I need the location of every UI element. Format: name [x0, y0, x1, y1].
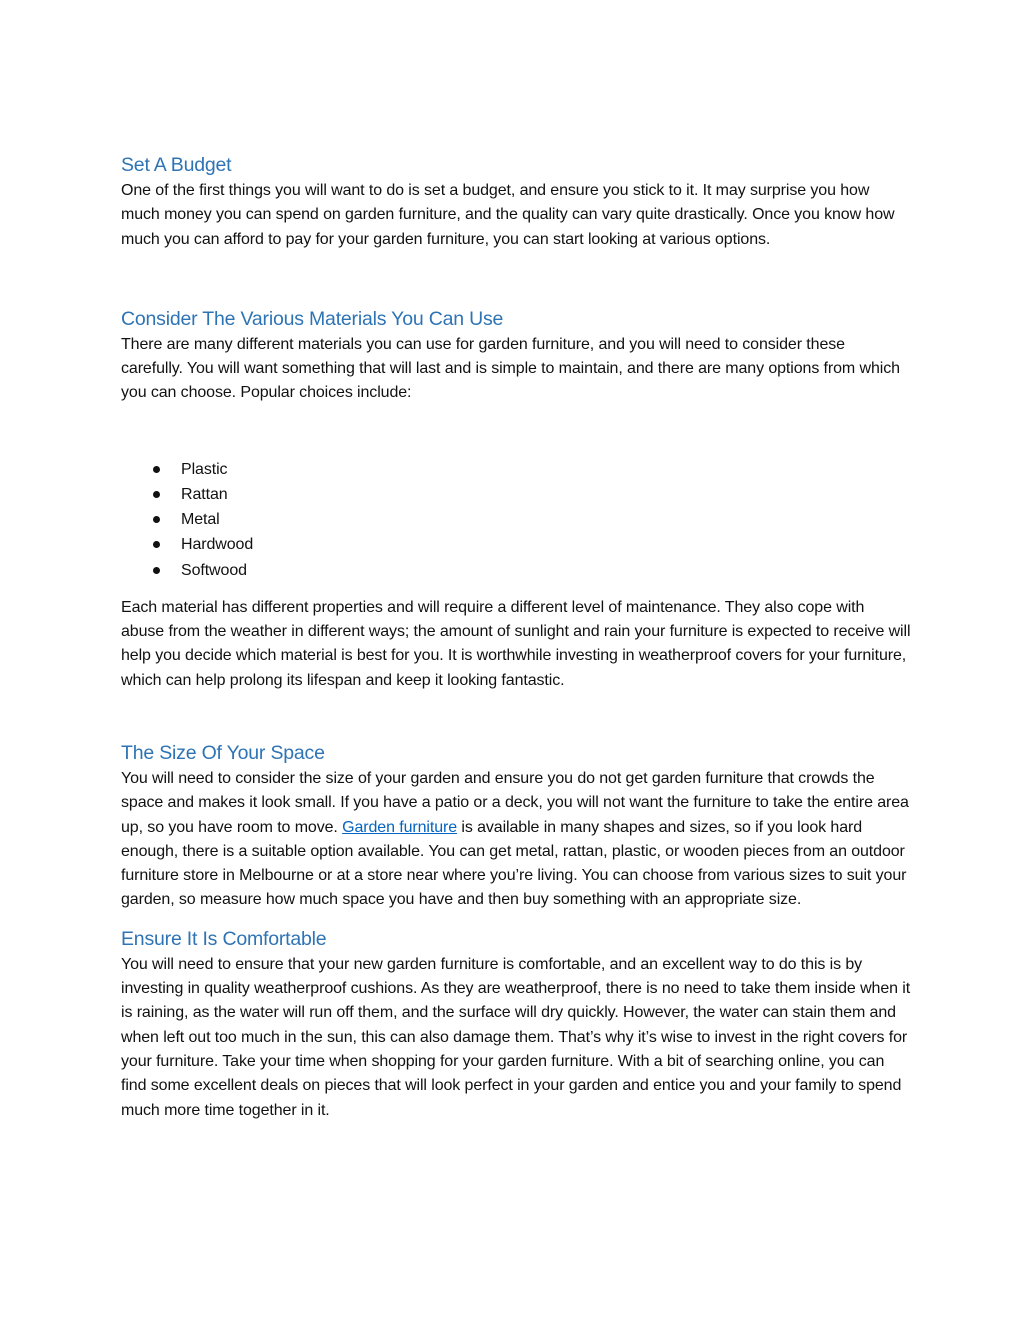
- section-body-space: [121, 767, 911, 913]
- bullet-icon: [153, 491, 160, 498]
- body-text: You will need to consider the size of your garden and ensure you do not get garden furniture that crowds the space and makes it look small. If you have a patio or a deck, you will not want the furniture to take the entire area up, so you have room to move.: [121, 769, 909, 836]
- bullet-icon: [153, 541, 160, 548]
- spacer: [121, 693, 911, 739]
- materials-list: [121, 457, 911, 583]
- bullet-icon: [153, 516, 160, 523]
- list-item: [121, 558, 911, 583]
- list-item: [121, 532, 911, 557]
- body-text: is available in many shapes and sizes, so if you look hard enough, there is a suitable option available. You can get metal, rattan, plastic, or wooden pieces from an outdoor furniture store in Melbourne or at a store near where you’re living. You can choose from various sizes to suit your garden, so measure how much space you have and then buy something with an appropriate size.: [121, 818, 907, 909]
- spacer: [121, 583, 911, 596]
- spacer: [121, 406, 911, 457]
- list-item: [121, 457, 911, 482]
- list-item: [121, 507, 911, 532]
- list-item-label: Plastic: [181, 460, 228, 478]
- list-item-label: Rattan: [181, 485, 228, 503]
- section-body-comfort: You will need to ensure that your new garden furniture is comfortable, and an excellent way to do this is by investing in quality weatherproof cushions. As they are weatherproof, there is no need to take them inside when it is raining, as the water will run off them, and the surface will dry quickly. However, the water can stain them and when left out too much in the sun, this can also damage them. That’s why it’s wise to invest in the right covers for your furniture. Take your time when shopping for your garden furniture. With a bit of searching online, you can find some excellent deals on pieces that will look perfect in your garden and entice you and your family to spend much more time together in it.: [121, 955, 911, 1119]
- section-body-budget: One of the first things you will want to do is set a budget, and ensure you stick to it. It may surprise you how much money you can spend on garden furniture, and the quality can vary quite drastically. Once you know how much you can afford to pay for your garden furniture, you can start looking at various options.: [121, 182, 895, 248]
- garden-furniture-link[interactable]: Garden furniture: [342, 818, 458, 836]
- list-item-label: Metal: [181, 511, 220, 529]
- section-heading-materials: Consider The Various Materials You Can Use: [121, 307, 504, 330]
- section-heading-budget: Set A Budget: [121, 154, 232, 176]
- section-outro-materials: Each material has different properties and will require a different level of maintenance. They also cope with abuse from the weather in different ways; the amount of sunlight and rain your furniture is expected to receive will help you decide which material is best for you. It is worthwhile investing in weatherproof covers for your furniture, which can help prolong its lifespan and keep it looking fantastic.: [121, 598, 911, 689]
- list-item: [121, 482, 911, 507]
- section-heading-comfort: Ensure It Is Comfortable: [121, 927, 327, 950]
- spacer: [121, 252, 911, 305]
- list-item-label: Softwood: [181, 561, 247, 579]
- spacer: [121, 913, 911, 925]
- bullet-icon: [153, 466, 160, 473]
- document-page: [121, 151, 911, 1123]
- bullet-icon: [153, 567, 160, 574]
- section-intro-materials: There are many different materials you can use for garden furniture, and you will need to consider these carefully. You will want something that will last and is simple to maintain, and there are many options from which you can choose. Popular choices include:: [121, 335, 900, 402]
- section-heading-space: The Size Of Your Space: [121, 741, 325, 764]
- list-item-label: Hardwood: [181, 536, 254, 554]
